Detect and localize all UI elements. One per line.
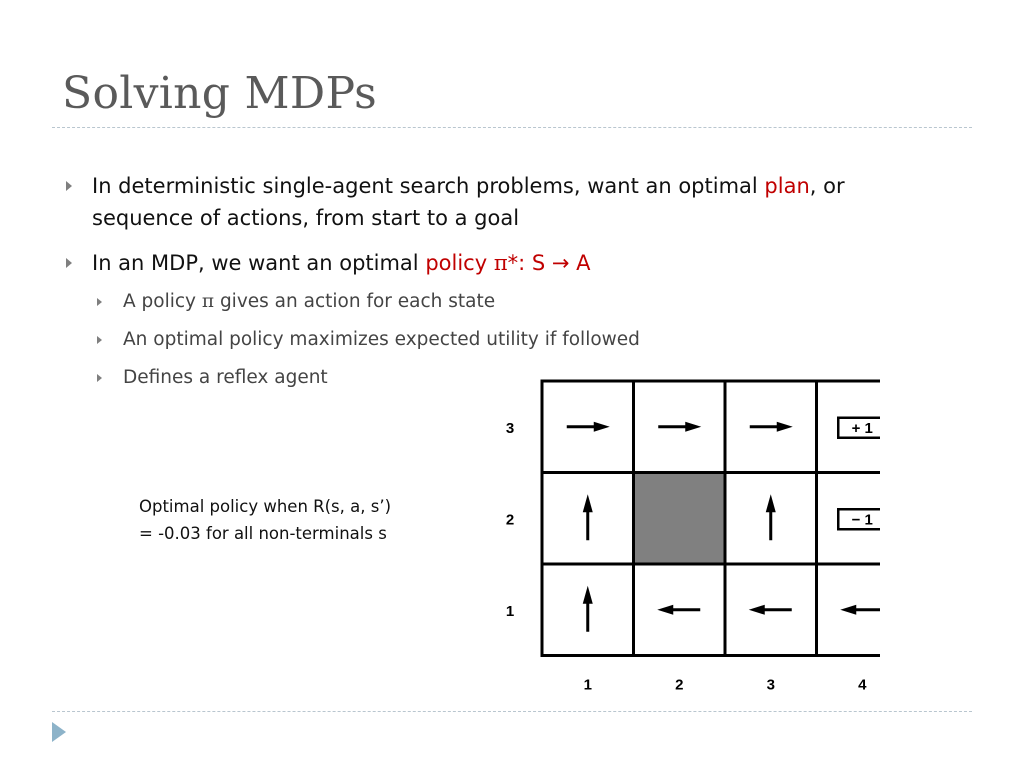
footer-divider — [52, 711, 972, 712]
bullet-1-highlight: plan — [764, 174, 810, 198]
bullet-arrow-icon — [66, 181, 72, 191]
terminal-plus-label: + 1 — [851, 419, 873, 437]
bullet-1-text-start: In deterministic single-agent search problems, want an optimal — [92, 174, 765, 198]
col-label: 2 — [675, 676, 684, 694]
wall-cell — [634, 473, 726, 565]
sub-bullet-arrow-icon — [97, 374, 102, 382]
row-label: 3 — [505, 419, 515, 437]
sub-bullet-1 — [123, 289, 495, 315]
next-slide-icon[interactable] — [52, 722, 66, 742]
col-label: 1 — [583, 676, 592, 694]
sub-bullet-1-text-end: gives an action for each state — [214, 291, 496, 312]
title-divider — [52, 127, 972, 128]
sub-bullet-2-text: An optimal policy maximizes expected utility if followed — [123, 329, 640, 350]
sub-bullet-1-text-start: A policy — [123, 291, 202, 312]
col-label: 4 — [858, 676, 867, 694]
bullet-2-highlight — [425, 251, 590, 275]
bullet-2 — [92, 247, 932, 279]
sub-bullet-2 — [123, 327, 640, 353]
bullet-arrow-icon — [66, 258, 72, 268]
col-label: 3 — [766, 676, 775, 694]
bullet-1-text-end: , or sequence of actions, from start to a goal — [92, 174, 845, 230]
bullet-1 — [92, 170, 932, 234]
sub-bullet-arrow-icon — [97, 298, 102, 306]
row-label: 2 — [505, 511, 515, 529]
sub-bullet-3-text: Defines a reflex agent — [123, 367, 328, 388]
grid-caption: Optimal policy when R(s, a, s’) = -0.03 for all non-terminals s — [139, 497, 392, 543]
pi-symbol: π — [493, 251, 508, 275]
row-label: 1 — [505, 602, 515, 620]
policy-gridworld — [500, 379, 880, 699]
pi-symbol: π — [201, 291, 215, 312]
terminal-minus-label: − 1 — [851, 511, 873, 529]
sub-bullet-3 — [123, 365, 328, 391]
slide-title: Solving MDPs — [62, 68, 378, 119]
bullet-2-policy: policy — [425, 251, 494, 275]
sub-bullet-arrow-icon — [97, 336, 102, 344]
gridworld-diagram — [500, 379, 880, 699]
bullet-2-mapping: *: S → A — [507, 251, 591, 275]
bullet-2-text-start: In an MDP, we want an optimal — [92, 251, 426, 275]
